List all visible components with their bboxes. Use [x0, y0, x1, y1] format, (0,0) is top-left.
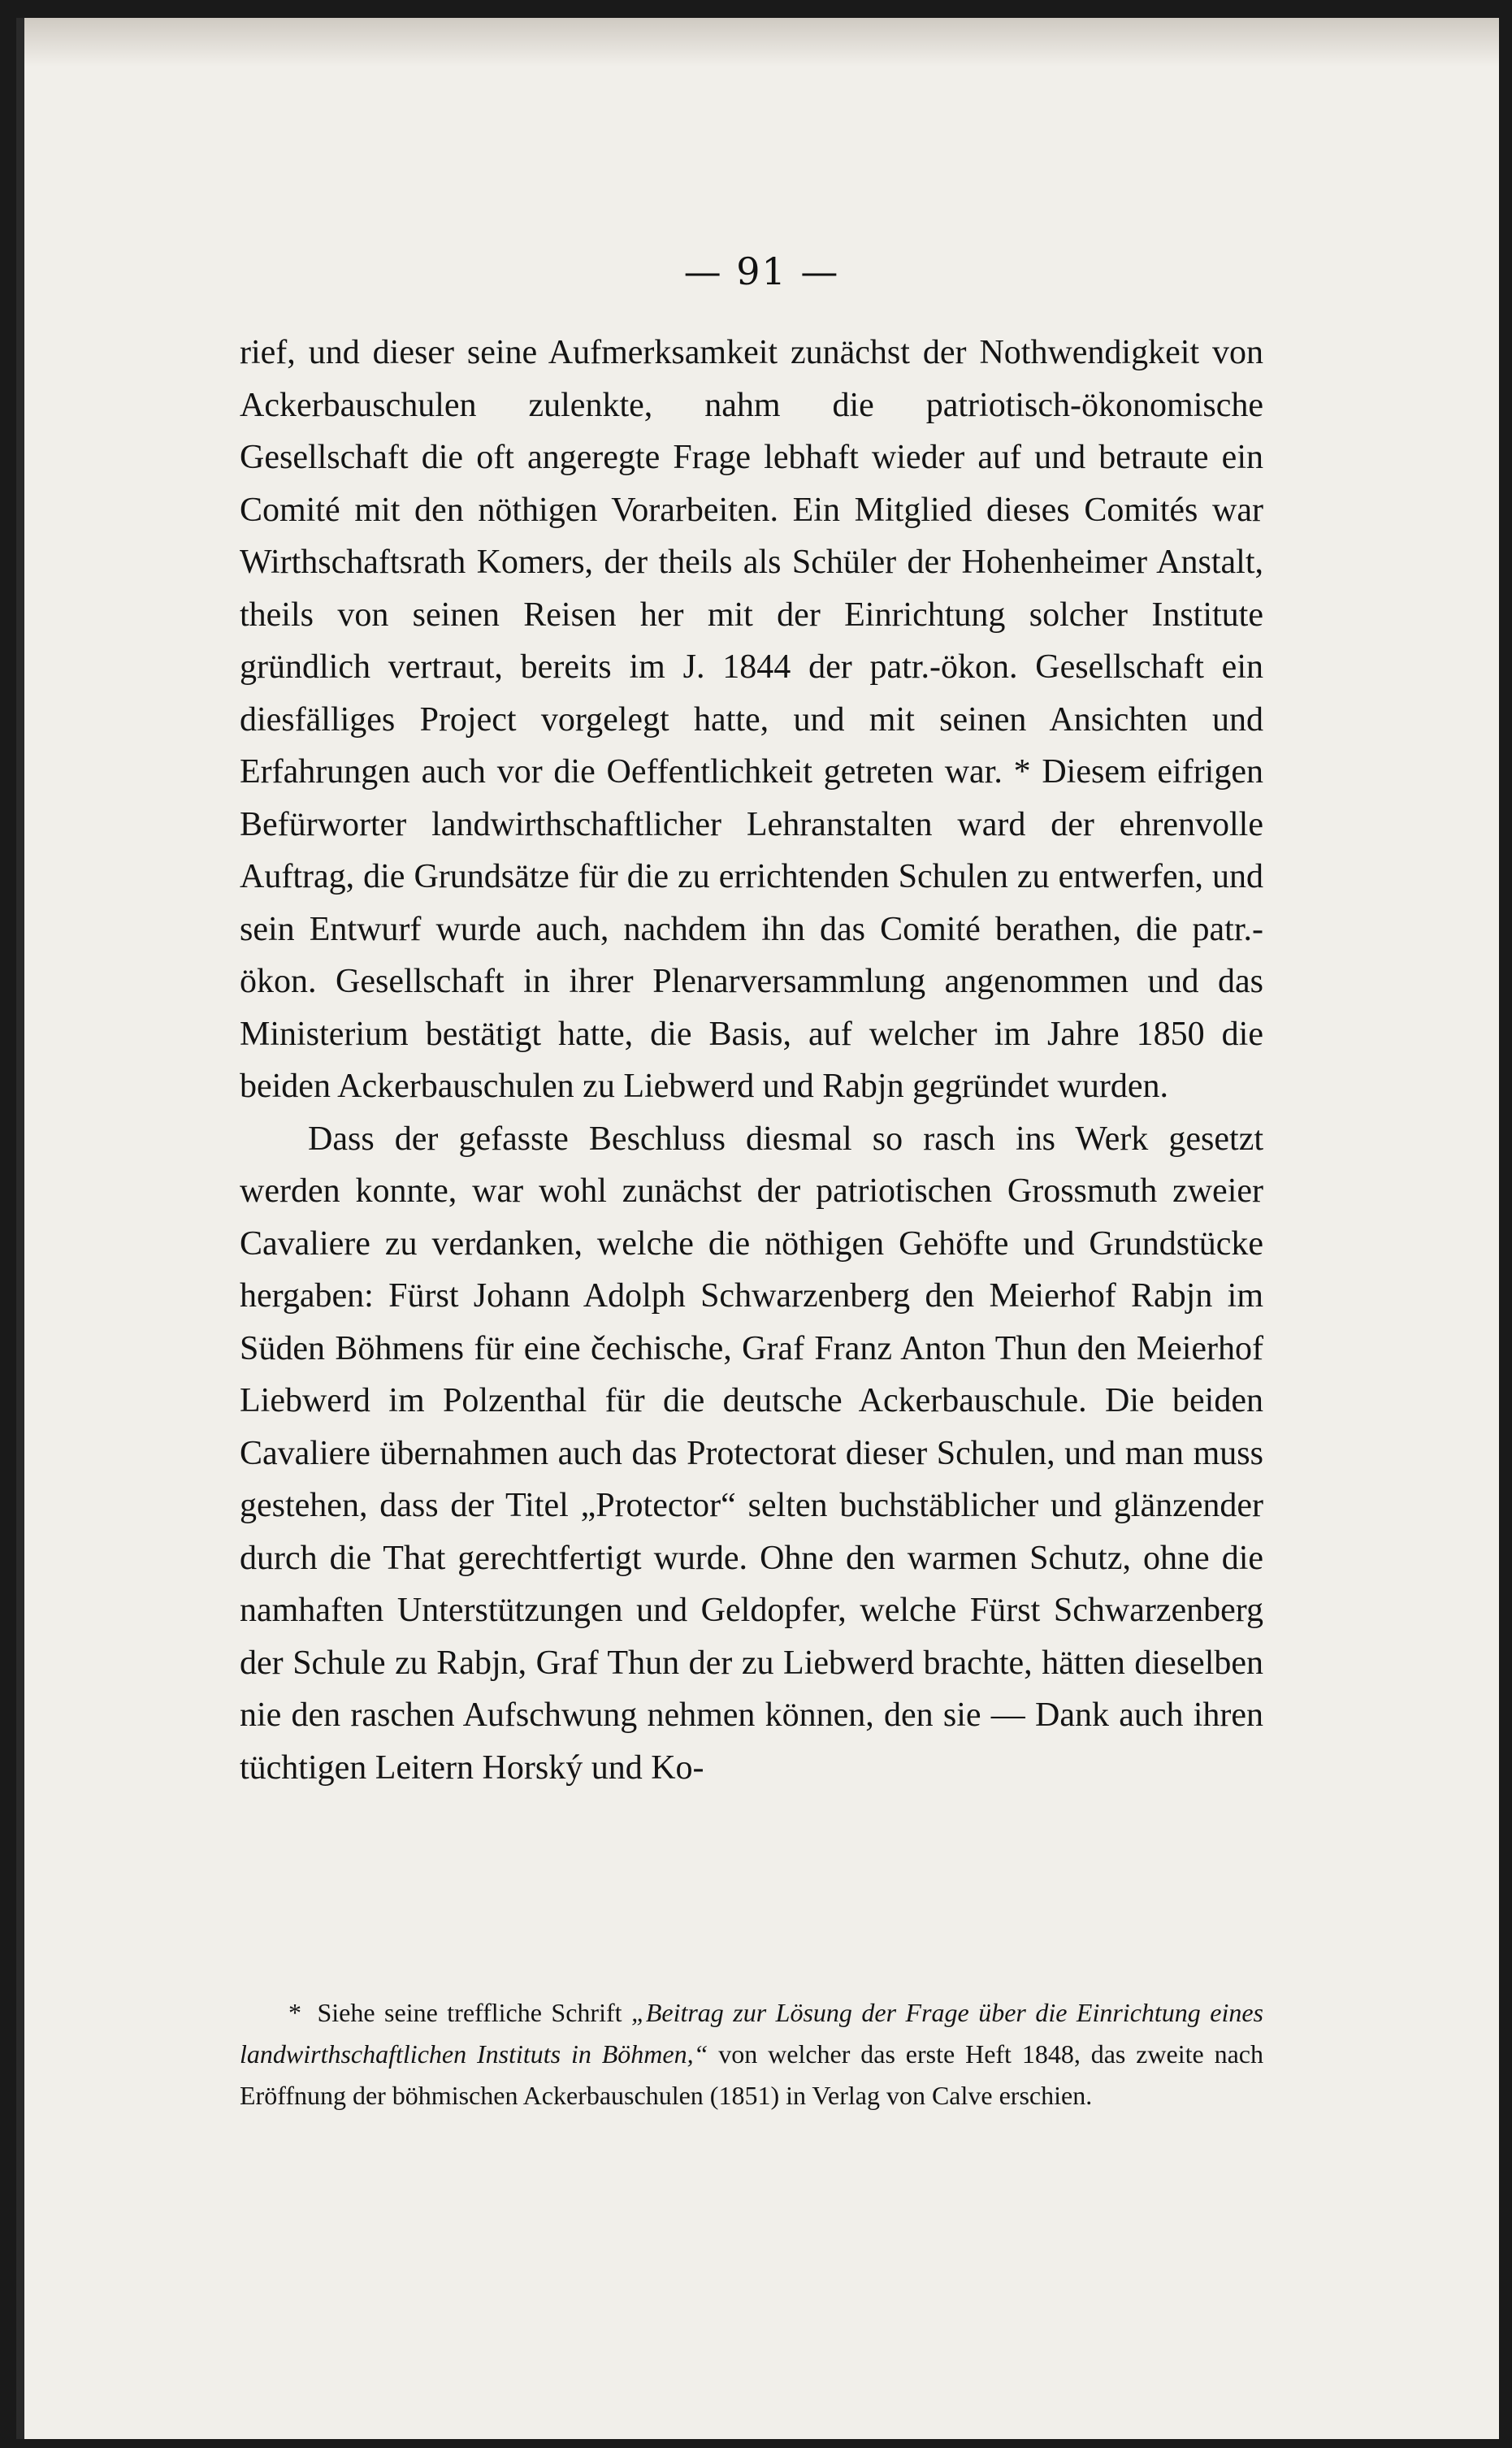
page-number: — 91 — [683, 249, 840, 293]
footnote-title: „Beitrag zur Lösung der Frage über die Einrichtung eines landwirthschaftlichen Instituts in Böhmen,“ [240, 1998, 1264, 2069]
footnote-mark: * [288, 1998, 301, 2027]
footnote-lead: Siehe seine treffliche Schrift [317, 1998, 622, 2027]
page-edge-shadow [24, 18, 1499, 67]
main-text [240, 327, 1263, 1794]
footnote-tail: von welcher das erste Heft 1848, das zweite nach Eröffnung der böhmischen Ackerbauschulen (1851) in Verlag von Calve erschien. [240, 2039, 1264, 2110]
paragraph-1: rief, und dieser seine Aufmerksamkeit zunächst der Nothwendigkeit von Ackerbauschulen zulenkte, nahm die patriotisch-ökonomische Gesellschaft die oft angeregte Frage lebhaft wieder auf und betraute ein Comité mit den nöthigen Vorarbeiten. Ein Mitglied dieses Comités war Wirthschaftsrath Komers, der theils als Schüler der Hohenheimer Anstalt, theils von seinen Reisen her mit der Einrichtung solcher Institute gründlich vertraut, bereits im J. 1844 der patr.-ökon. Gesellschaft ein diesfälliges Project vorgelegt hatte, und mit seinen Ansichten und Erfahrungen auch vor die Oeffentlichkeit getreten war. * Diesem eifrigen Befürworter landwirthschaftlicher Lehranstalten ward der ehrenvolle Auftrag, die Grundsätze für die zu errichtenden Schulen zu entwerfen, und sein Entwurf wurde auch, nachdem ihn das Comité berathen, die patr.-ökon. Gesellschaft in ihrer Plenarversammlung angenommen und das Ministerium bestätigt hatte, die Basis, auf welcher im Jahre 1850 die beiden Ackerbauschulen zu Liebwerd und Rabjn gegründet wurden. [240, 334, 1263, 1105]
footnote [240, 1992, 1263, 2117]
paragraph-2: Dass der gefasste Beschluss diesmal so rasch ins Werk gesetzt werden konnte, war wohl zunächst der patriotischen Grossmuth zweier Cavaliere zu verdanken, welche die nöthigen Gehöfte und Grundstücke hergaben: Fürst Johann Adolph Schwarzenberg den Meierhof Rabjn im Süden Böhmens für eine čechische, Graf Franz Anton Thun den Meierhof Liebwerd im Polzenthal für die deutsche Ackerbauschule. Die beiden Cavaliere übernahmen auch das Protectorat dieser Schulen, und man muss gestehen, dass der Titel „Protector“ selten buchstäblicher und glänzender durch die That gerechtfertigt wurde. Ohne den warmen Schutz, ohne die namhaften Unterstützungen und Geldopfer, welche Fürst Schwarzenberg der Schule zu Rabjn, Graf Thun der zu Liebwerd brachte, hätten dieselben nie den raschen Aufschwung nehmen können, den sie — Dank auch ihren tüchtigen Leitern Horský und Ko- [240, 1120, 1263, 1787]
book-page [16, 18, 1499, 2439]
